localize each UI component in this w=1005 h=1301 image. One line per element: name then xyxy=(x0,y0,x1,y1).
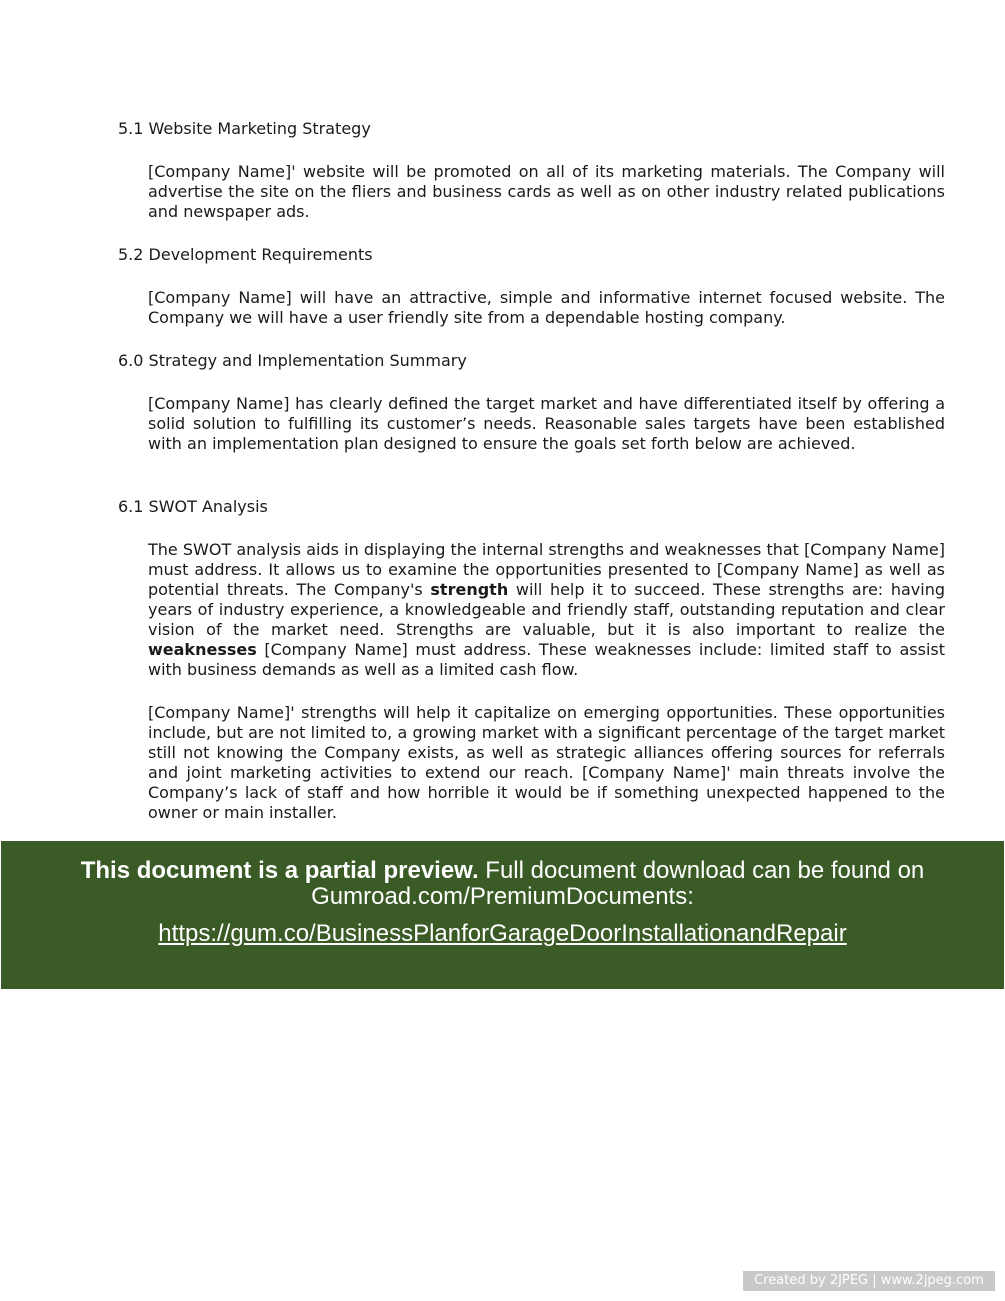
swot-text-part3: [Company Name] must address. These weaknesses include: limited staff to assist with business demands as well as a limited cash flow. xyxy=(148,640,945,679)
section-heading-6-0: 6.0 Strategy and Implementation Summary xyxy=(118,351,467,370)
section-body-5-2: [Company Name] will have an attractive, simple and informative internet focused website. The Company we will have a user friendly site from a dependable hosting company. xyxy=(148,288,945,327)
section-body-5-1: [Company Name]' website will be promoted on all of its marketing materials. The Company will advertise the site on the fliers and business cards as well as on other industry related publications and newspaper ads. xyxy=(148,162,945,221)
banner-bold-text: This document is a partial preview. xyxy=(80,857,479,884)
swot-paragraph-2: [Company Name]' strengths will help it capitalize on emerging opportunities. These opportunities include, but are not limited to, a growing market with a significant percentage of the target market still not knowing the Company exists, as well as strategic alliances offering sources for referrals and joint marketing activities to extend our reach. [Company Name]' main threats involve the Company’s lack of staff and how horrible it would be if something unexpected happened to the owner or main installer. xyxy=(148,703,945,822)
section-body-6-0: [Company Name] has clearly defined the target market and have differentiated itself by offering a solid solution to fulfilling its customer’s needs. Reasonable sales targets have been established with an implementation plan designed to ensure the goals set forth below are achieved. xyxy=(148,394,945,453)
banner-message xyxy=(1,858,1004,910)
banner-link-line xyxy=(1,921,1004,947)
weaknesses-emphasis: weaknesses xyxy=(148,640,257,659)
banner-text: Full document download can be found on Gumroad.com/PremiumDocuments: xyxy=(311,857,925,910)
section-heading-5-1: 5.1 Website Marketing Strategy xyxy=(118,119,371,138)
preview-banner xyxy=(1,841,1004,989)
section-heading-5-2: 5.2 Development Requirements xyxy=(118,245,373,264)
watermark-label: Created by 2JPEG | www.2jpeg.com xyxy=(743,1271,995,1291)
swot-paragraph-1 xyxy=(148,540,945,680)
section-heading-6-1: 6.1 SWOT Analysis xyxy=(118,497,268,516)
swot-text-part2: will help it to succeed. These strengths are: having years of industry experience, a knowledgeable and friendly staff, outstanding reputation and clear vision of the market need. Strengths are valuable, but it is also important to realize the xyxy=(148,580,946,639)
strength-emphasis: strength xyxy=(430,580,509,599)
download-link[interactable]: https://gum.co/BusinessPlanforGarageDoorInstallationandRepair xyxy=(158,920,847,947)
swot-text-part1: The SWOT analysis aids in displaying the internal strengths and weaknesses that [Company Name] must address. It allows us to examine the opportunities presented to [Company Name] as well as potential threats. The Company's xyxy=(148,540,945,599)
